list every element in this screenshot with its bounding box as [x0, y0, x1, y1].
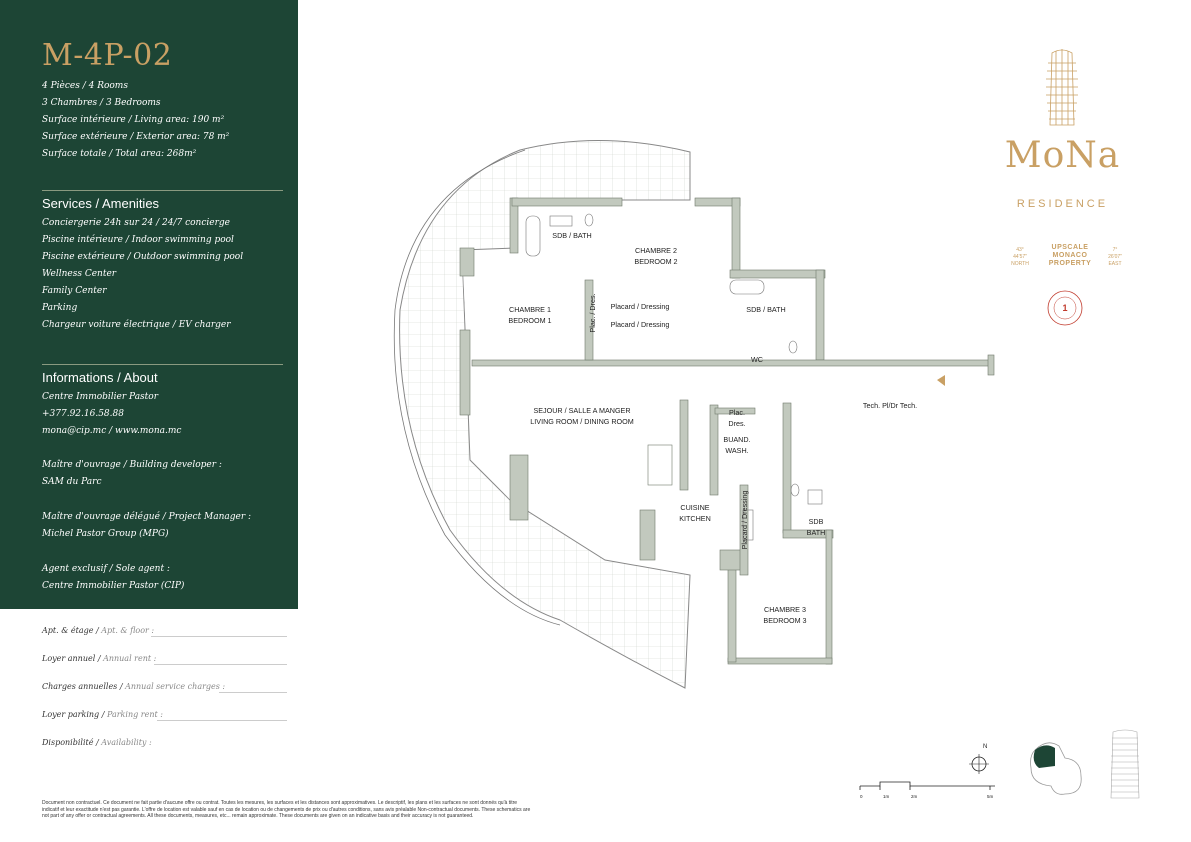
service-item: Piscine intérieure / Indoor swimming pool [42, 235, 234, 245]
room-label: SDB / BATH [746, 305, 786, 314]
agent-name: Centre Immobilier Pastor (CIP) [42, 581, 185, 591]
scale-label: 1m [883, 794, 890, 799]
tower-logo-icon [990, 45, 1135, 135]
coordinates-east: 7° 26'07" EAST [1108, 247, 1122, 267]
compass-icon [965, 740, 993, 776]
service-item: Family Center [42, 286, 107, 296]
upscale-tagline: UPSCALE MONACO PROPERTY [1048, 244, 1092, 267]
form-row-rent: Loyer annuel / Annual rent : [42, 654, 287, 682]
informations-title: Informations / About [42, 370, 158, 385]
developer-role: Maître d'ouvrage / Building developer : [42, 460, 222, 470]
services-list [42, 215, 243, 334]
room-label: SDB [808, 517, 824, 526]
key-plan-icon [1025, 738, 1087, 800]
form-row-availability: Disponibilité / Availability : [42, 738, 152, 747]
service-charges-field[interactable] [219, 692, 287, 693]
room-label: LIVING ROOM / DINING ROOM [530, 417, 634, 426]
manager-role: Maître d'ouvrage délégué / Project Manager : [42, 512, 252, 522]
manager-block [42, 509, 251, 543]
brand-name: MoNa [1004, 135, 1121, 176]
room-label: BUAND. [723, 435, 751, 444]
apt-floor-field[interactable] [151, 636, 287, 637]
room-label: CHAMBRE 2 [635, 246, 677, 255]
scale-label: 2m [911, 794, 918, 799]
apartment-specs [42, 78, 229, 163]
room-label: Plac. [729, 408, 745, 417]
service-item: Conciergerie 24h sur 24 / 24/7 concierge [42, 218, 230, 228]
service-item: Wellness Center [42, 269, 117, 279]
disclaimer: Document non contractuel. Ce document ne fait partie d'aucune offre ou contrat. Toutes les mesures, les surfaces et les distances sont approximatives. Le descriptif, les plans et les surfaces ne sont donnés qu'à titre indicatif et leur exactitude n'est pas garantie. L'offre de location est valable sauf en cas de location ou de changements de prix ou d'autres conditions, sans avis préalable Non-contractual documents. These schematics are not part of any offer or contractual agreements. All these documents, measures, etc... remain approximate. These documents are given on an indicative basis and their accuracy is not guaranteed. [42, 800, 531, 819]
svg-text:N: N [983, 744, 988, 750]
room-label: BATH [806, 528, 826, 537]
room-label: Placard / Dressing [610, 320, 670, 329]
contact-company: Centre Immobilier Pastor [42, 392, 159, 402]
rental-form [42, 626, 287, 766]
developer-name: SAM du Parc [42, 477, 102, 487]
spec-line: 3 Chambres / 3 Bedrooms [42, 98, 161, 108]
services-title: Services / Amenities [42, 196, 160, 211]
brand-subtitle: RESIDENCE [1016, 198, 1109, 210]
service-item: Piscine extérieure / Outdoor swimming pool [42, 252, 244, 262]
room-label: CUISINE [680, 503, 710, 512]
svg-text:1: 1 [1062, 303, 1068, 313]
scale-bar [855, 778, 995, 802]
developer-block [42, 457, 222, 491]
scale-label: 0 [860, 794, 863, 799]
room-label: WASH. [725, 446, 749, 455]
contact-email-web[interactable]: mona@cip.mc / www.mona.mc [42, 426, 182, 436]
parking-rent-field[interactable] [157, 720, 287, 721]
room-label: Tech. Pl/Dr Tech. [862, 401, 918, 410]
contact-block [42, 389, 181, 440]
service-item: Chargeur voiture électrique / EV charger [42, 320, 231, 330]
apartment-code: M-4P-02 [42, 38, 173, 73]
info-panel [0, 0, 298, 609]
contact-phone[interactable]: +377.92.16.58.88 [42, 409, 124, 419]
room-label: CHAMBRE 1 [509, 305, 551, 314]
room-label: Placard / Dressing [740, 490, 749, 550]
scale-label: 5m [987, 794, 994, 799]
room-label: CHAMBRE 3 [764, 605, 806, 614]
form-row-parking: Loyer parking / Parking rent : [42, 710, 287, 738]
spec-line: Surface totale / Total area: 268m² [42, 149, 197, 159]
building-elevation-icon [1105, 728, 1145, 800]
annual-rent-field[interactable] [154, 664, 287, 665]
divider [42, 190, 283, 191]
room-label: Dres. [728, 419, 746, 428]
room-label: KITCHEN [679, 514, 711, 523]
form-row-apt: Apt. & étage / Apt. & floor : [42, 626, 287, 654]
agent-role: Agent exclusif / Sole agent : [42, 564, 170, 574]
room-label: Plac. / Dres. [588, 293, 597, 333]
agent-block [42, 561, 184, 595]
form-row-charges: Charges annuelles / Annual service charges : [42, 682, 287, 710]
room-label: SEJOUR / SALLE A MANGER [533, 406, 631, 415]
room-label: WC [751, 355, 763, 364]
manager-name: Michel Pastor Group (MPG) [42, 529, 169, 539]
spec-line: 4 Pièces / 4 Rooms [42, 81, 128, 91]
room-label: Placard / Dressing [610, 302, 670, 311]
divider [42, 364, 283, 365]
address-stamp-icon [1045, 288, 1085, 328]
service-item: Parking [42, 303, 78, 313]
room-label: BEDROOM 3 [763, 616, 807, 625]
spec-line: Surface extérieure / Exterior area: 78 m² [42, 132, 230, 142]
spec-line: Surface intérieure / Living area: 190 m² [42, 115, 225, 125]
coordinates-north: 43° 44'57" NORTH [1011, 247, 1029, 267]
floor-plan [300, 130, 1000, 710]
room-label: BEDROOM 1 [508, 316, 552, 325]
room-label: SDB / BATH [552, 231, 592, 240]
room-label: BEDROOM 2 [634, 257, 678, 266]
